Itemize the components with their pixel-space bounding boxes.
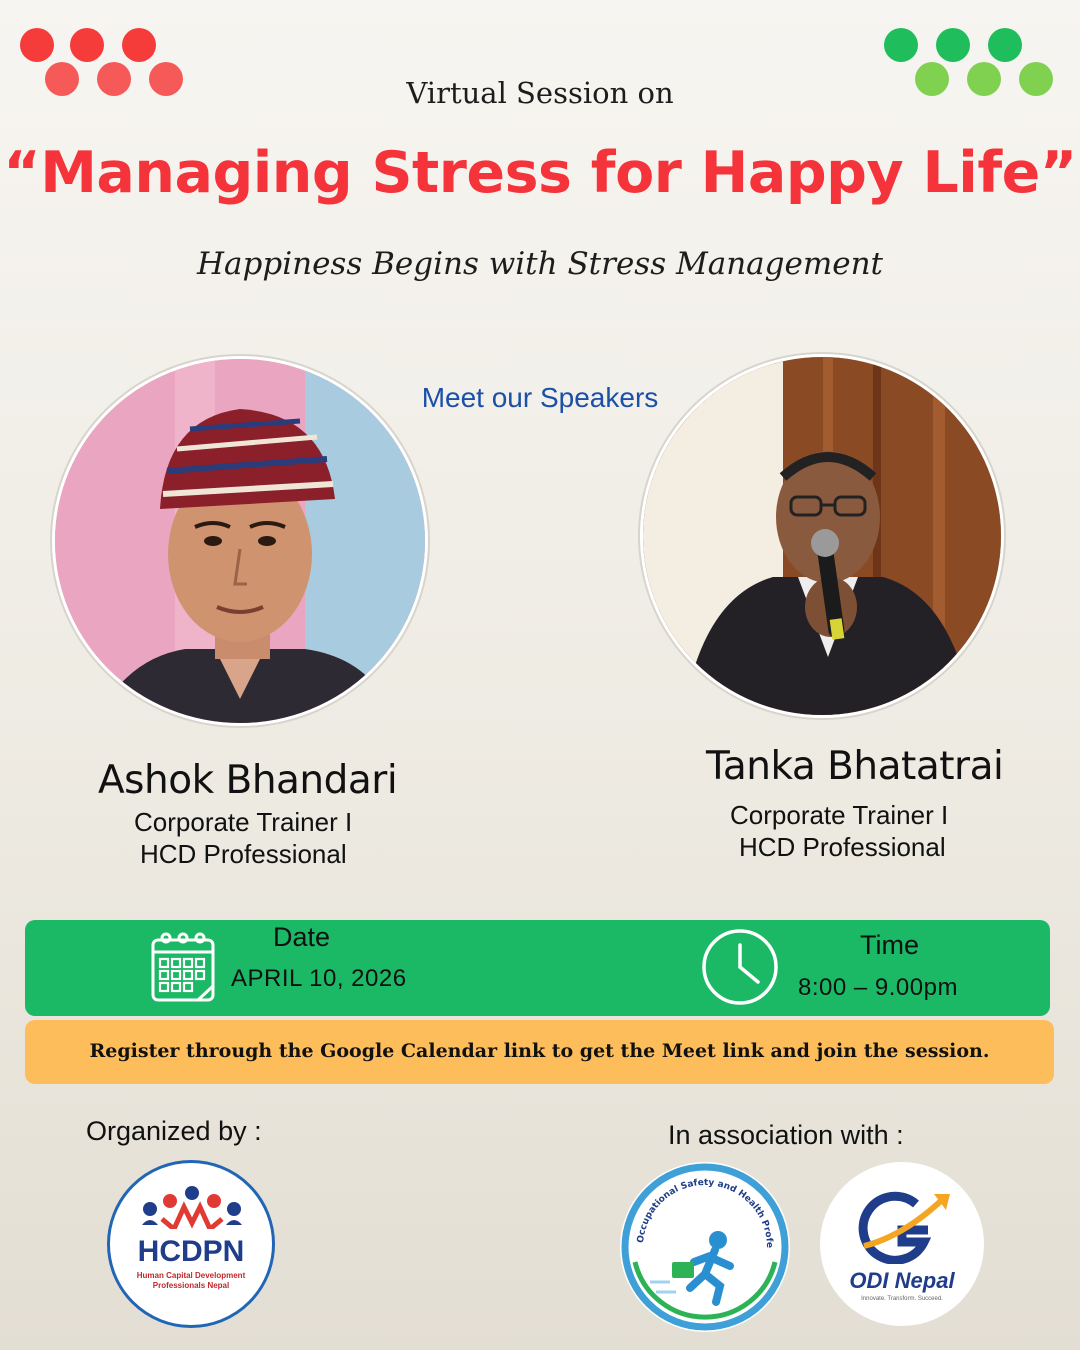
session-tagline: Happiness Begins with Stress Management [197,246,883,282]
osh-logo [620,1162,790,1332]
odi-nepal-logo [820,1162,984,1326]
speakers-heading: Meet our Speakers [421,382,659,413]
register-note: Register through the Google Calendar link to get the Meet link and join the session. [89,1040,990,1062]
speaker-photo-tanka [640,354,1004,718]
hcdpn-line1: Human Capital Development [136,1271,246,1280]
association-label: In association with : [668,1120,904,1150]
speaker-name: Tanka Bhatatrai [706,744,1004,789]
speaker-role: Corporate Trainer I [730,800,949,830]
dot [70,28,104,62]
session-kicker: Virtual Session on [406,76,674,110]
time-value: 8:00 – 9.00pm [798,974,958,1001]
people-icon [140,1185,244,1229]
speaker-name: Ashok Bhandari [98,758,398,803]
organized-by-label: Organized by : [86,1116,262,1146]
speaker-role: Corporate Trainer I [134,807,353,837]
calendar-icon [150,930,216,1009]
clock-icon [700,927,780,1012]
globe-arrow-icon [854,1184,954,1264]
date-value: APRIL 10, 2026 [231,965,407,992]
osh-ring-text: Occupational Safety and Health Profe [636,1177,775,1249]
hcdpn-abbr: HCDPN [137,1235,245,1268]
dot [884,28,918,62]
date-label: Date [273,922,331,952]
odi-motto: Innovate. Transform. Succeed. [861,1296,943,1302]
dot [20,28,54,62]
dot [988,28,1022,62]
speaker-role: HCD Professional [739,832,946,862]
speaker-role: HCD Professional [140,839,347,869]
hcdpn-logo [107,1160,275,1328]
svg-text:Occupational Safety and Health [620,1162,774,1248]
session-title: “Managing Stress for Happy Life” [3,140,1077,206]
hcdpn-line2: Professionals Nepal [152,1281,230,1290]
dot [122,28,156,62]
time-label: Time [860,930,919,960]
dot [936,28,970,62]
speaker-photo-ashok [52,356,428,726]
odi-name: ODI Nepal [849,1268,955,1293]
